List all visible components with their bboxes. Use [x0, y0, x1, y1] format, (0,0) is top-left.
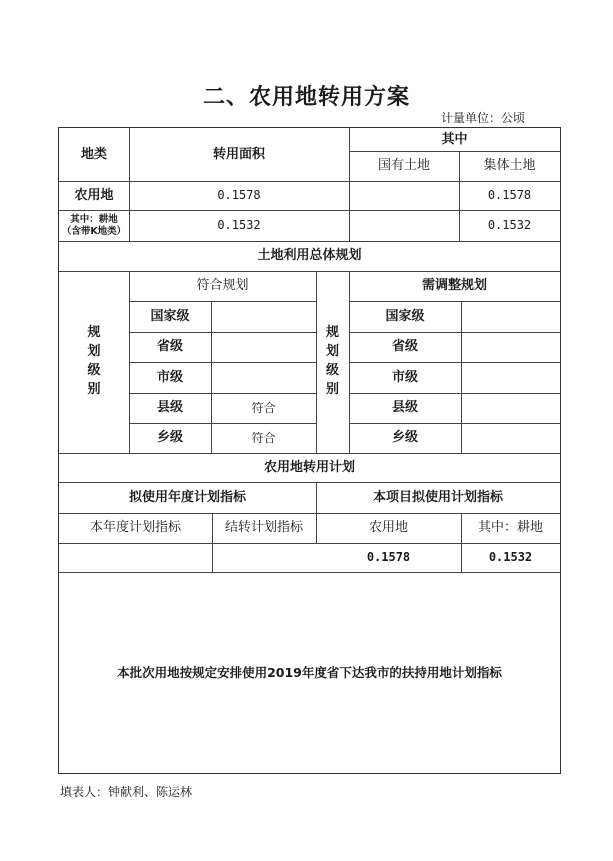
conforming-township: 符合	[251, 430, 276, 445]
right-plan-level-group	[316, 271, 349, 453]
row-cultivated-state	[349, 210, 459, 241]
header-cultivated: 其中：耕地	[477, 520, 543, 536]
right-level-municipal: 市级	[391, 369, 418, 385]
left-plan-level-label: 规划级别	[87, 325, 101, 397]
filler-label: 填表人：钟献利、陈运林	[60, 785, 193, 799]
conforming-provincial	[211, 332, 316, 362]
right-level-township: 乡级	[391, 430, 418, 446]
right-level-national: 国家级	[385, 308, 425, 324]
header-collective-land: 集体土地	[483, 158, 536, 174]
section-master-plan: 土地利用总体规划	[257, 248, 362, 264]
row-cultivated-collective: 0.1532	[487, 218, 532, 233]
header-of-which: 其中	[441, 131, 468, 147]
conversion-plan-table	[58, 127, 561, 774]
header-this-year: 本年度计划指标	[89, 520, 181, 536]
row-farmland-label: 农用地	[74, 187, 114, 203]
row-farmland-area: 0.1578	[217, 188, 261, 203]
conforming-national	[211, 301, 316, 332]
header-land-type: 地类	[80, 146, 107, 162]
value-cultivated: 0.1532	[488, 550, 533, 565]
right-level-provincial: 省级	[391, 339, 418, 355]
right-level-county: 县级	[391, 400, 418, 416]
conforming-county: 符合	[251, 400, 276, 415]
adjust-national	[461, 301, 560, 332]
left-level-township: 乡级	[156, 430, 183, 446]
adjust-county	[461, 393, 560, 423]
header-needs-adjustment: 需调整规划	[421, 278, 487, 294]
row-farmland-state	[349, 181, 459, 210]
note-text: 本批次用地按规定安排使用2019年度省下达我市的扶持用地计划指标	[117, 665, 502, 680]
left-plan-level-group	[59, 271, 129, 453]
row-cultivated-area: 0.1532	[217, 218, 261, 233]
adjust-municipal	[461, 362, 560, 393]
section-conversion-plan: 农用地转用计划	[263, 459, 355, 475]
header-converted-area: 转用面积	[212, 146, 265, 162]
left-level-provincial: 省级	[156, 339, 183, 355]
header-annual-indicator: 拟使用年度计划指标	[128, 489, 246, 505]
left-level-municipal: 市级	[156, 369, 183, 385]
row-cultivated-label: 其中：耕地 （含带K地类）	[61, 213, 127, 237]
value-carryover	[212, 543, 316, 572]
header-carryover: 结转计划指标	[224, 520, 303, 536]
adjust-township	[461, 423, 560, 453]
header-project-indicator: 本项目拟使用计划指标	[372, 489, 503, 505]
left-level-county: 县级	[156, 400, 183, 416]
adjust-provincial	[461, 332, 560, 362]
unit-label: 计量单位：公顷	[441, 111, 526, 125]
header-conforming-plan: 符合规划	[196, 278, 249, 294]
header-farmland: 农用地	[368, 520, 408, 536]
value-this-year	[59, 543, 212, 572]
page-title: 二、农用地转用方案	[202, 85, 410, 110]
row-farmland-collective: 0.1578	[487, 188, 532, 203]
right-plan-level-label: 规划级别	[325, 325, 339, 397]
conforming-municipal	[211, 362, 316, 393]
left-level-national: 国家级	[150, 308, 190, 324]
value-farmland: 0.1578	[366, 550, 411, 565]
header-state-land: 国有土地	[377, 158, 430, 174]
